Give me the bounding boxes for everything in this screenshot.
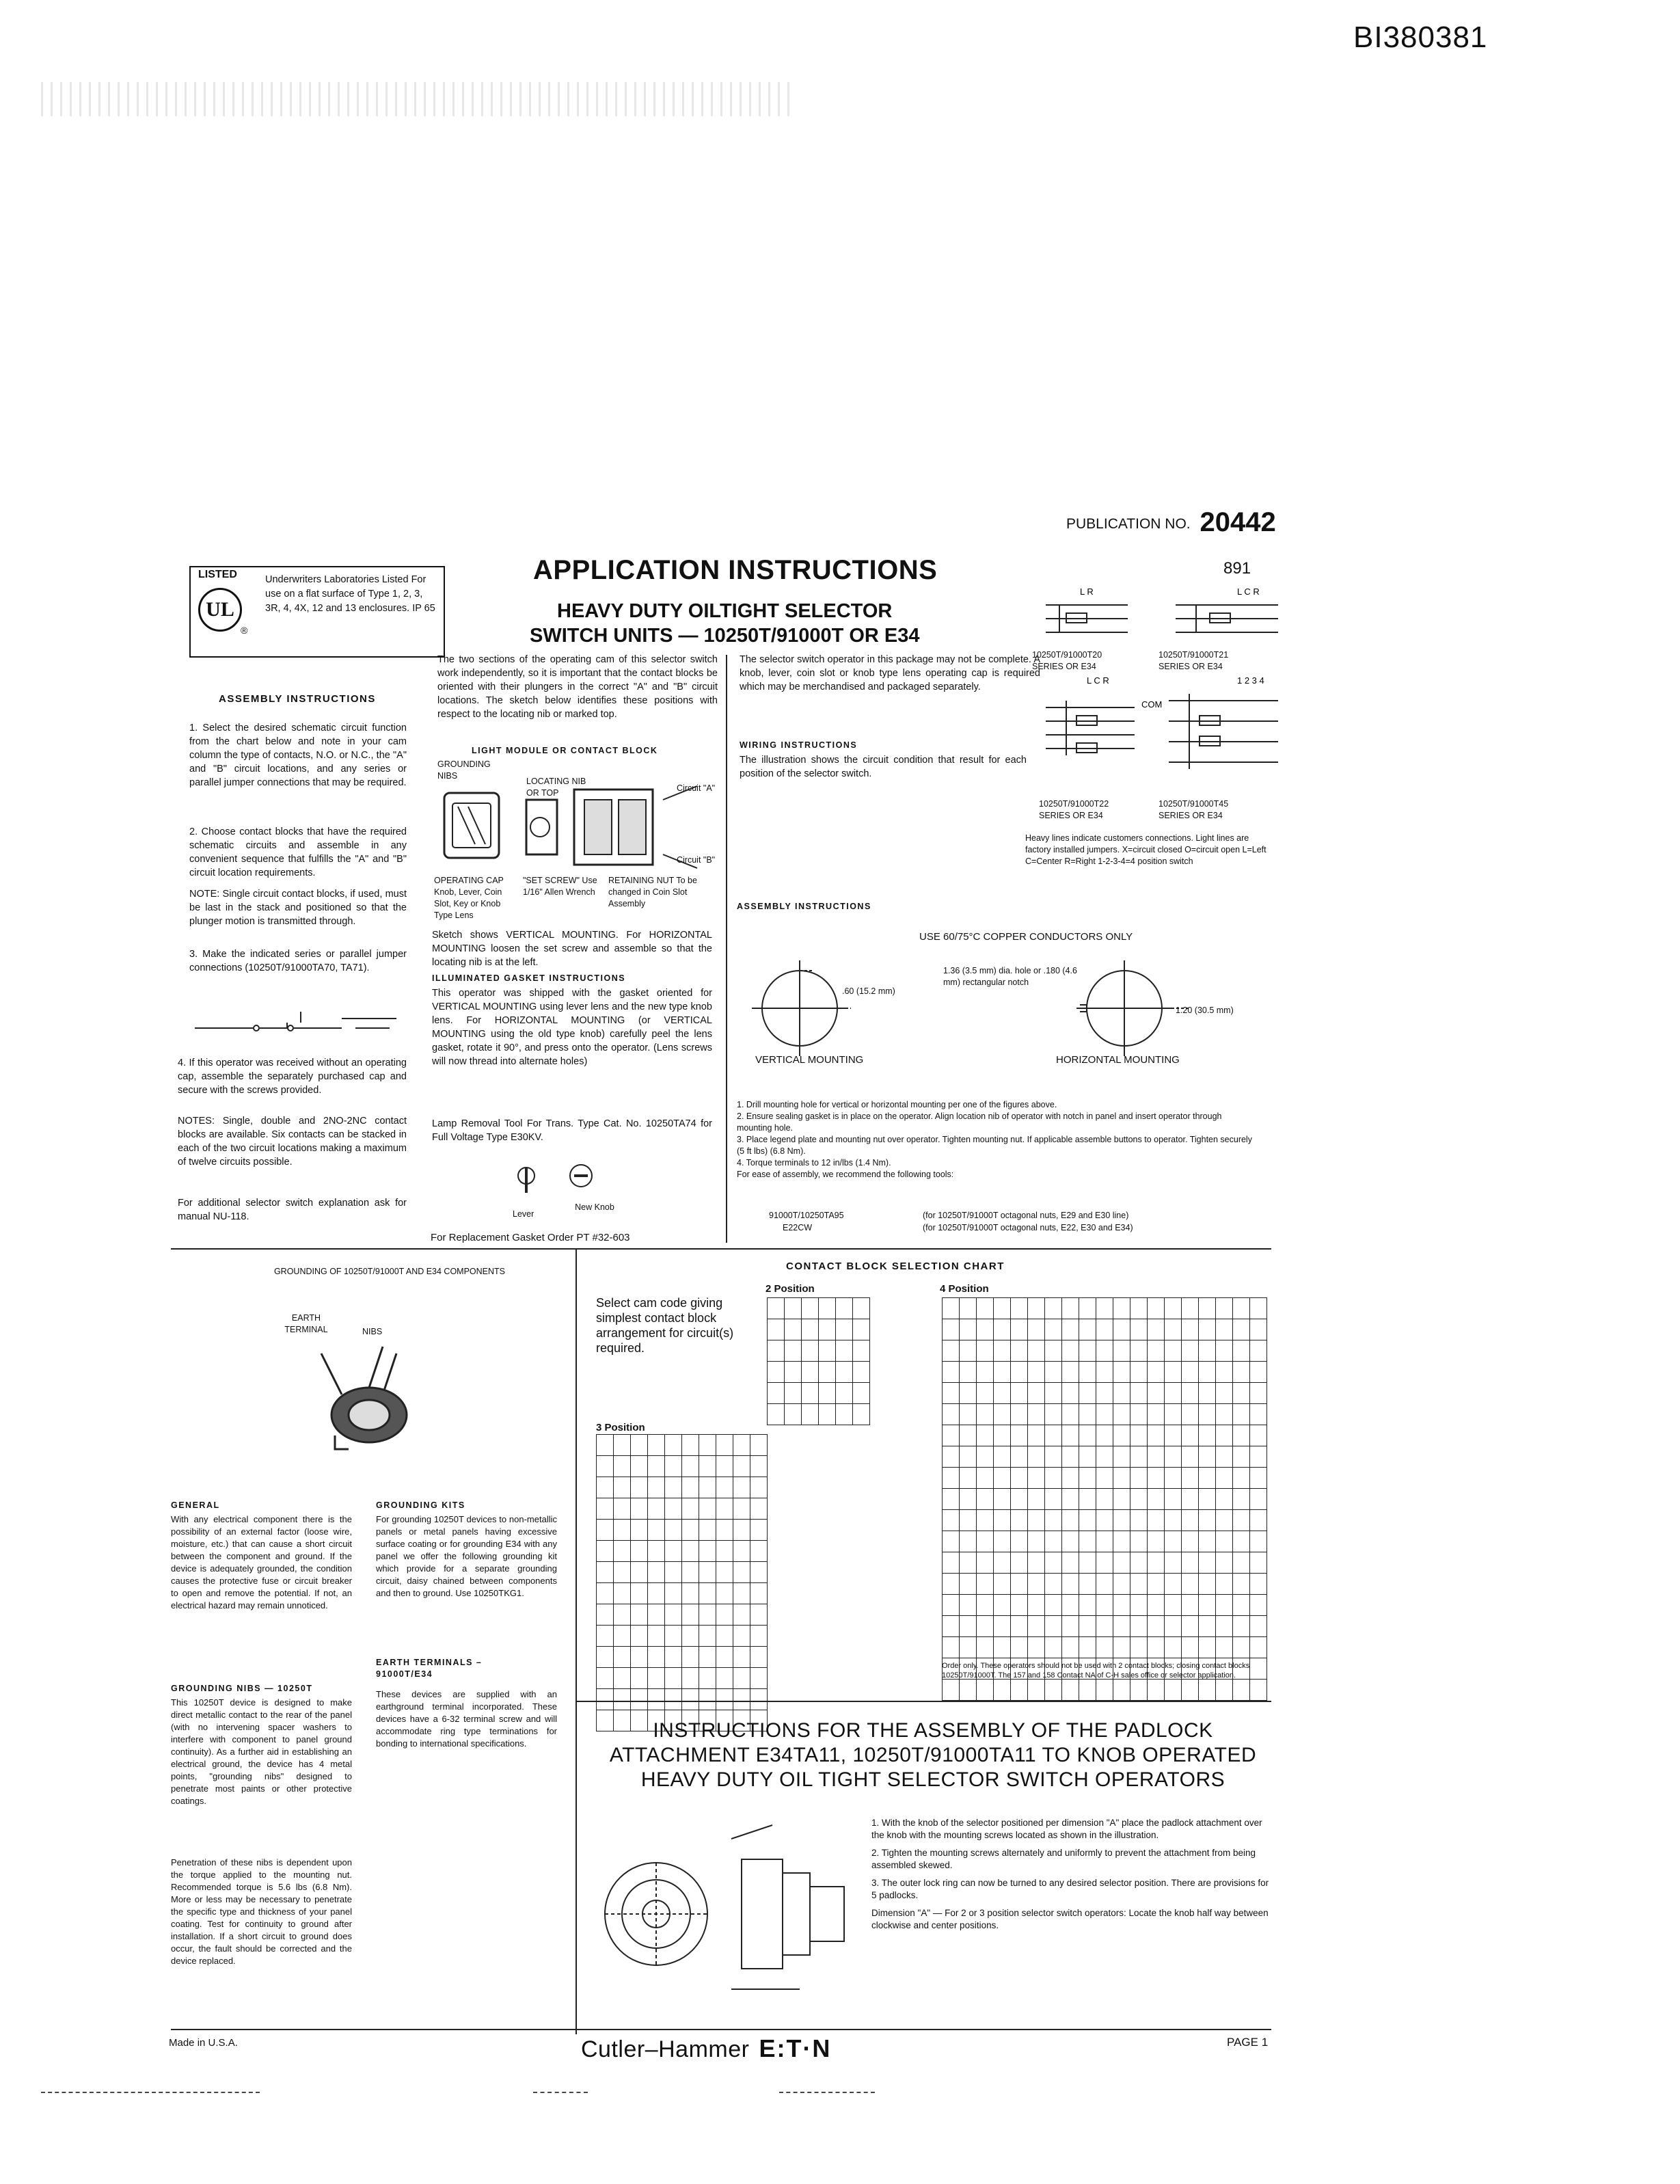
publication-sub: 891: [1223, 559, 1251, 578]
gasket-order: For Replacement Gasket Order PT #32-603: [431, 1232, 630, 1243]
lever-knob-icon: [506, 1155, 608, 1203]
padlock-dimension-a: Dimension "A" — For 2 or 3 position selector switch operators: Locate the knob half way between clockwise and center positions.: [871, 1908, 1269, 1930]
svg-text:L C R: L C R: [1087, 675, 1109, 686]
tool-1-desc: (for 10250T/91000T octagonal nuts, E29 and E30 line): [923, 1211, 1129, 1220]
wiring-heading: WIRING INSTRUCTIONS: [740, 740, 858, 750]
grounding-kits-heading: GROUNDING KITS: [376, 1500, 465, 1510]
chart-3-position: 3 Position: [596, 1422, 645, 1433]
publication-number: [1066, 507, 1276, 538]
page-title: APPLICATION INSTRUCTIONS: [533, 555, 938, 585]
gasket-instructions: This operator was shipped with the gasket oriented for VERTICAL MOUNTING using lever lens and the new type knob lens. For HORIZONTAL MOUNTING (or VERTICAL MOUNTING using the old type knob) carefully peel the lens gasket, rotate it 90°, and press onto the operator. (Lens screws will now thread into alternate holes): [432, 988, 712, 1067]
document-id: BI380381: [1353, 21, 1488, 54]
grounding-nibs-text: This 10250T device is designed to make direct metallic contact to the rear of the panel (with no intervening spacer washers to interfere with component to panel ground continuity). As a further aid in establishing an electrical ground, the device has 4 metal points, "grounding nibs" designed to penetrate most paints or other protective coatings.: [171, 1697, 352, 1806]
column-divider: [726, 655, 727, 1243]
column-divider-2: [575, 1248, 577, 2034]
assembly-heading: ASSEMBLY INSTRUCTIONS: [219, 693, 376, 705]
scan-noise: [41, 82, 793, 116]
grounding-nibs-heading: GROUNDING NIBS — 10250T: [171, 1684, 313, 1693]
ul-listed-label: LISTED: [198, 569, 237, 580]
schematic-label-3: 10250T/91000T22 SERIES OR E34: [1039, 799, 1109, 820]
assembly-notes-2: NOTES: Single, double and 2NO-2NC contact blocks are available. Six contacts can be stacked in each of the two circuit locations making a maximum of twelve circuits possible.: [178, 1116, 407, 1168]
assembly-note-1: NOTE: Single circuit contact blocks, if used, must be last in the stack and positioned so that the plunger motion is transmitted through.: [189, 889, 407, 927]
gasket-heading: ILLUMINATED GASKET INSTRUCTIONS: [432, 973, 626, 983]
made-in-usa: Made in U.S.A.: [169, 2037, 238, 2049]
select-cam-text: Select cam code giving simplest contact block arrangement for circuit(s) required.: [596, 1296, 734, 1355]
earth-terminals-heading: EARTH TERMINALS – 91000T/E34: [376, 1658, 483, 1679]
label-operating-cap: OPERATING CAP Knob, Lever, Coin Slot, Key or Knob Type Lens: [434, 876, 504, 920]
brand-logo: [581, 2034, 831, 2063]
svg-text:COM: COM: [1141, 699, 1163, 710]
svg-text:L R: L R: [1080, 587, 1094, 597]
page-number: PAGE 1: [1227, 2036, 1269, 2049]
general-text: With any electrical component there is the possibility of an external factor (loose wire, moisture, etc.) that can cause a short circuit between the component and ground. If the device is adequately grounded, the condition causes the protective fuse or circuit breaker to open and remove the potential. If not, an electrical hazard may remain unnoticed.: [171, 1514, 352, 1610]
wiring-schematics: [1039, 584, 1292, 810]
label-circuit-b: Circuit "B": [677, 855, 716, 865]
chart-2-position-table: [767, 1297, 870, 1425]
vertical-mounting-label: VERTICAL MOUNTING: [755, 1054, 864, 1066]
lamp-removal: Lamp Removal Tool For Trans. Type Cat. No. 10250TA74 for Full Voltage Type E30KV.: [432, 1118, 712, 1143]
label-lever: Lever: [513, 1209, 534, 1219]
mounting-steps: [737, 1099, 1256, 1181]
mounting-step-1: 1. Drill mounting hole for vertical or horizontal mounting per one of the figures above.: [737, 1100, 1057, 1109]
operator-intro: The selector switch operator in this package may not be complete. A knob, lever, coin slot or knob type lens operating cap is required which may be merchandised and packaged separately.: [740, 654, 1040, 692]
chart-4-position-table: [942, 1297, 1267, 1701]
assembly-step-3: 3. Make the indicated series or parallel jumper connections (10250T/91000TA70, TA71).: [189, 949, 407, 973]
label-new-knob: New Knob: [575, 1202, 614, 1212]
tool-1-part: 91000T/10250TA95: [769, 1211, 844, 1220]
cam-intro: The two sections of the operating cam of this selector switch work independently, so it is important that the contact blocks be oriented with their plungers in the correct "A" and "B" circuit locations. The sketch below identifies these positions with respect to the locating nib or marked top.: [437, 654, 718, 720]
earth-terminal-label: EARTH TERMINAL: [284, 1313, 328, 1334]
mounting-step-3: 3. Place legend plate and mounting nut over operator. Tighten mounting nut. If applicable assemble buttons to operator. Tighten securely (5 ft lbs) (6.8 Nm).: [737, 1135, 1252, 1156]
nibs-label: NIBS: [362, 1327, 383, 1336]
schematic-label-1: 10250T/91000T20 SERIES OR E34: [1032, 650, 1102, 671]
grounding-heading: GROUNDING OF 10250T/91000T AND E34 COMPONENTS: [273, 1267, 506, 1276]
label-set-screw: "SET SCREW" Use 1/16" Allen Wrench: [523, 876, 597, 897]
schematic-label-2: 10250T/91000T21 SERIES OR E34: [1159, 650, 1229, 671]
ul-listing-text: Underwriters Laboratories Listed For use on a flat surface of Type 1, 2, 3, 3R, 4, 4X, 12 and 13 enclosures. IP 65: [265, 574, 435, 614]
assembly-step-2: 2. Choose contact blocks that have the required schematic circuits and assemble in any convenient sequence that fulfills the "A" and "B" circuit location requirements.: [189, 826, 407, 878]
label-locating-nib: LOCATING NIB OR TOP: [526, 777, 586, 798]
grounding-kits-text: For grounding 10250T devices to non-metallic panels or metal panels having excessive surface coating or for grounding E34 with any panel we offer the following grounding kit which provide for a separate grounding circuit, daisy chained between components and then to ground. Use 10250TKG1.: [376, 1514, 557, 1598]
assembly-step-1: 1. Select the desired schematic circuit function from the chart below and note in your cam column the type of contacts, N.O. or N.C., the "A" and "B" circuit locations, and any series or parallel jumper connections that may be required.: [189, 723, 407, 788]
horizontal-mounting-label: HORIZONTAL MOUNTING: [1056, 1054, 1180, 1066]
schematic-label-4: 10250T/91000T45 SERIES OR E34: [1159, 799, 1229, 820]
scan-edge-mid: [533, 2092, 588, 2093]
ul-logo-icon: UL: [198, 588, 242, 632]
chart-3-position-table: [596, 1434, 768, 1731]
chart-title: CONTACT BLOCK SELECTION CHART: [786, 1260, 1005, 1272]
padlock-divider: [575, 1701, 1271, 1702]
additional-info: For additional selector switch explanation ask for manual NU-118.: [178, 1198, 407, 1222]
padlock-attachment-figure: [595, 1818, 868, 2010]
padlock-title: INSTRUCTIONS FOR THE ASSEMBLY OF THE PADLOCK ATTACHMENT E34TA11, 10250T/91000TA11 TO KNOB OPERATED HEAVY DUTY OIL TIGHT SELECTOR SWITCH OPERATORS: [609, 1719, 1257, 1791]
publication-value: 20442: [1200, 507, 1276, 537]
general-heading: GENERAL: [171, 1500, 220, 1510]
assembly-heading-right: ASSEMBLY INSTRUCTIONS: [737, 902, 871, 911]
torque-text: Penetration of these nibs is dependent upon the torque applied to the mounting nut. Recommended torque is 5.6 lbs (6.8 Nm). More or less may be necessary to penetrate the specific type and thickness of your panel coating. Test for continuity to ground after installation. If a short circuit to ground does occur, the fault should be corrected and the device replaced.: [171, 1857, 352, 1966]
label-grounding-nibs: GROUNDING NIBS: [437, 759, 491, 781]
registered-mark: ®: [241, 625, 248, 636]
wiring-text: The illustration shows the circuit condition that result for each position of the selector switch.: [740, 755, 1027, 779]
assembly-step-4: 4. If this operator was received without an operating cap, assemble the separately purchased cap and secure with the screws provided.: [178, 1057, 407, 1096]
dim-vertical: .60 (15.2 mm): [842, 986, 895, 996]
svg-text:L C R: L C R: [1237, 587, 1260, 597]
padlock-step-2: 2. Tighten the mounting screws alternately and uniformly to prevent the attachment from being assembled skewed.: [871, 1848, 1256, 1870]
label-retaining-nut: RETAINING NUT To be changed in Coin Slot Assembly: [608, 876, 697, 908]
section-divider: [171, 1248, 1271, 1250]
subtitle-line1: HEAVY DUTY OILTIGHT SELECTOR: [557, 600, 893, 622]
publication-label: PUBLICATION NO.: [1066, 516, 1191, 532]
scan-edge-left: [41, 2092, 260, 2093]
dim-hole: 1.36 (3.5 mm) dia. hole or .180 (4.6 mm) rectangular notch: [943, 966, 1077, 987]
tools-intro: For ease of assembly, we recommend the following tools:: [737, 1170, 954, 1179]
tool-2-desc: (for 10250T/91000T octagonal nuts, E22, E30 and E34): [923, 1223, 1133, 1232]
svg-text:1 2 3 4: 1 2 3 4: [1237, 675, 1264, 686]
eaton-logo: E:T·N: [759, 2034, 832, 2062]
copper-note: USE 60/75°C COPPER CONDUCTORS ONLY: [919, 931, 1133, 943]
padlock-steps: [871, 1817, 1275, 1932]
mounting-step-2: 2. Ensure sealing gasket is in place on the operator. Align location nib of operator with notch in panel and insert operator through mounting hole.: [737, 1111, 1222, 1133]
padlock-step-1: 1. With the knob of the selector positioned per dimension "A" place the padlock attachment over the knob with the mounting screws located as shown in the illustration.: [871, 1818, 1262, 1840]
figure-title: LIGHT MODULE OR CONTACT BLOCK: [472, 746, 658, 755]
scan-edge-right: [779, 2092, 875, 2093]
padlock-step-3: 3. The outer lock ring can now be turned to any desired selector position. There are provisions for 5 padlocks.: [871, 1878, 1269, 1900]
tool-2-part: E22CW: [783, 1223, 813, 1232]
dim-horizontal: 1.20 (30.5 mm): [1176, 1006, 1234, 1015]
sketch-note: Sketch shows VERTICAL MOUNTING. For HORIZONTAL MOUNTING loosen the set screw and assemble so that the locating nib is at the left.: [432, 930, 712, 968]
chart-footnote: Order only. These operators should not be used with 2 contact blocks; closing contact blocks 10250T/91000T. The 157 and 158 Contact NA of C-H sales office or selector application.: [942, 1662, 1250, 1680]
grounding-device-icon: [301, 1340, 437, 1456]
subtitle-line2: SWITCH UNITS — 10250T/91000T OR E34: [530, 625, 920, 647]
label-circuit-a: Circuit "A": [677, 783, 716, 793]
chart-2-position: 2 Position: [766, 1283, 815, 1295]
cutler-hammer-logo: Cutler–Hammer: [581, 2036, 750, 2062]
schematic-legend: Heavy lines indicate customers connections. Light lines are factory installed jumpers. X=circuit closed O=circuit open L=Left C=Center R=Right 1-2-3-4=4 position switch: [1025, 833, 1266, 866]
earth-terminals-text: These devices are supplied with an earthground terminal incorporated. These devices have a 6-32 terminal screw and will accommodate ring type terminations for bonding to international specifications.: [376, 1689, 557, 1749]
mounting-step-4: 4. Torque terminals to 12 in/lbs (1.4 Nm).: [737, 1158, 891, 1168]
chart-4-position: 4 Position: [940, 1283, 989, 1295]
footer-rule: [171, 2029, 1271, 2030]
jumper-diagram: [191, 1005, 396, 1039]
